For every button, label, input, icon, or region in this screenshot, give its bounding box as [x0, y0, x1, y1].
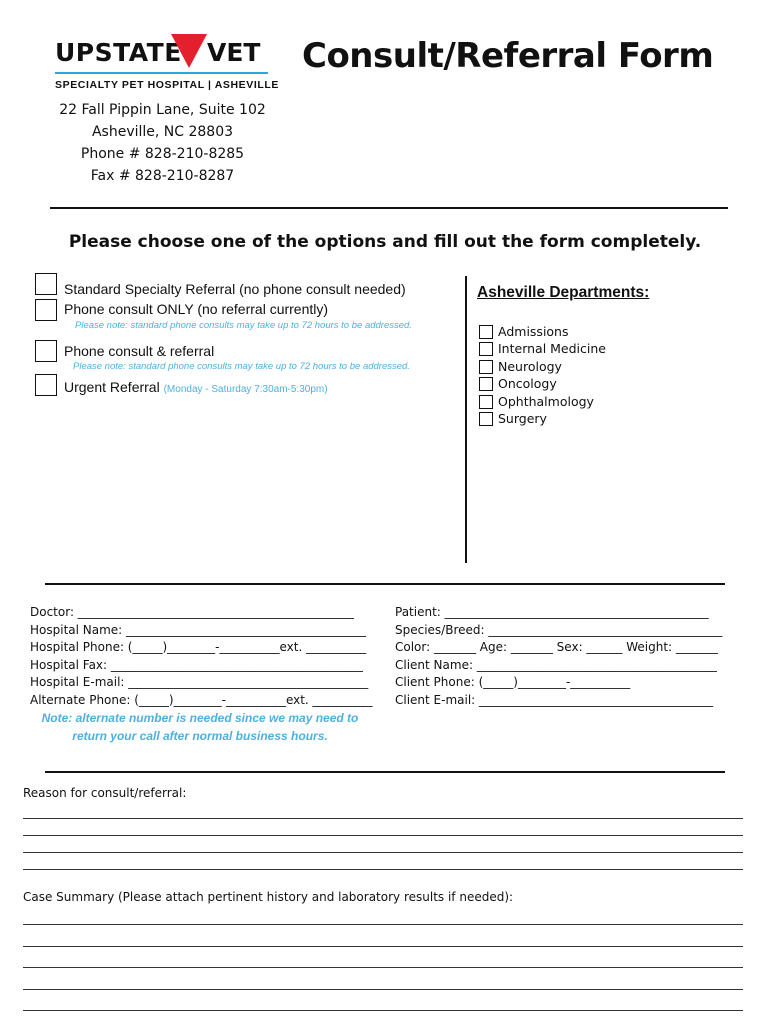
field-hospital-fax[interactable]: Hospital Fax: __________________________________________: [30, 658, 363, 672]
dept-label-neurology: Neurology: [498, 359, 562, 374]
checkbox-dept-surgery[interactable]: [479, 412, 493, 426]
logo-rule: [55, 72, 268, 74]
column-divider: [465, 276, 467, 563]
divider-bottom: [45, 771, 725, 773]
form-title: Consult/Referral Form: [302, 36, 714, 76]
dept-label-internal-medicine: Internal Medicine: [498, 341, 606, 356]
checkbox-dept-neurology[interactable]: [479, 360, 493, 374]
option-standard-label: Standard Specialty Referral (no phone consult needed): [64, 281, 406, 297]
dept-label-surgery: Surgery: [498, 411, 547, 426]
option-urgent-label: [64, 379, 328, 395]
field-species-breed[interactable]: Species/Breed: _______________________________________: [395, 623, 723, 637]
field-patient[interactable]: Patient: ____________________________________________: [395, 605, 709, 619]
dept-label-ophthalmology: Ophthalmology: [498, 394, 594, 409]
logo-brand-left: UPSTATE: [55, 38, 182, 67]
option-urgent-text: Urgent Referral: [64, 379, 160, 395]
checkbox-dept-admissions[interactable]: [479, 325, 493, 339]
checkbox-dept-internal-medicine[interactable]: [479, 342, 493, 356]
checkbox-dept-ophthalmology[interactable]: [479, 395, 493, 409]
divider-middle: [45, 583, 725, 585]
reason-label: Reason for consult/referral:: [23, 786, 187, 800]
case-summary-line[interactable]: [23, 1010, 743, 1011]
checkbox-urgent[interactable]: [35, 374, 57, 396]
field-client-email[interactable]: Client E-mail: _______________________________________: [395, 693, 714, 707]
address-line2: Asheville, NC 28803: [91, 124, 234, 140]
checkbox-dept-oncology[interactable]: [479, 377, 493, 391]
fields-note-line2: return your call after normal business hours.: [72, 729, 328, 743]
fields-note: [30, 709, 370, 745]
dept-label-oncology: Oncology: [498, 376, 557, 391]
fields-note-line1: Note: alternate number is needed since we may need to: [41, 711, 359, 725]
checkbox-phone-referral[interactable]: [35, 340, 57, 362]
option-urgent-hours: (Monday - Saturday 7:30am-5:30pm): [163, 384, 328, 395]
checkbox-phone-only[interactable]: [35, 299, 57, 321]
address-fax: Fax # 828-210-8287: [90, 168, 235, 184]
case-summary-line[interactable]: [23, 946, 743, 947]
field-color-age-sex-weight[interactable]: Color: _______ Age: _______ Sex: ______ Weight: _______: [395, 640, 718, 654]
dept-label-admissions: Admissions: [498, 324, 569, 339]
case-summary-line[interactable]: [23, 924, 743, 925]
case-summary-line[interactable]: [23, 967, 743, 968]
field-client-name[interactable]: Client Name: ________________________________________: [395, 658, 717, 672]
option-note-2: Please note: standard phone consults may take up to 72 hours to be addressed.: [73, 361, 410, 372]
logo-triangle-icon: [171, 34, 207, 70]
option-phone-only-label: Phone consult ONLY (no referral currently): [64, 301, 329, 317]
field-hospital-phone[interactable]: Hospital Phone: (_____)________-__________ext. __________: [30, 640, 367, 654]
option-note-1: Please note: standard phone consults may take up to 72 hours to be addressed.: [75, 320, 412, 331]
field-doctor[interactable]: Doctor: ______________________________________________: [30, 605, 354, 619]
field-hospital-email[interactable]: Hospital E-mail: ________________________________________: [30, 675, 369, 689]
checkbox-standard[interactable]: [35, 273, 57, 295]
logo-subtitle: SPECIALTY PET HOSPITAL | ASHEVILLE: [55, 79, 280, 91]
case-summary-label: Case Summary (Please attach pertinent history and laboratory results if needed):: [23, 890, 514, 904]
reason-line[interactable]: [23, 835, 743, 836]
field-client-phone[interactable]: Client Phone: (_____)________-__________: [395, 675, 631, 689]
address-phone: Phone # 828-210-8285: [80, 146, 245, 162]
reason-line[interactable]: [23, 852, 743, 853]
reason-line[interactable]: [23, 869, 743, 870]
instructions: Please choose one of the options and fill out the form completely.: [68, 232, 702, 252]
logo-brand-right: VET: [207, 38, 261, 67]
address-line1: 22 Fall Pippin Lane, Suite 102: [59, 102, 266, 118]
field-hospital-name[interactable]: Hospital Name: ________________________________________: [30, 623, 367, 637]
case-summary-line[interactable]: [23, 989, 743, 990]
option-phone-referral-label: Phone consult & referral: [64, 343, 215, 359]
address-block: [40, 99, 285, 187]
reason-line[interactable]: [23, 818, 743, 819]
departments-title: Asheville Departments:: [477, 284, 650, 301]
divider-top: [50, 207, 728, 209]
field-alternate-phone[interactable]: Alternate Phone: (_____)________-__________ext. __________: [30, 693, 373, 707]
